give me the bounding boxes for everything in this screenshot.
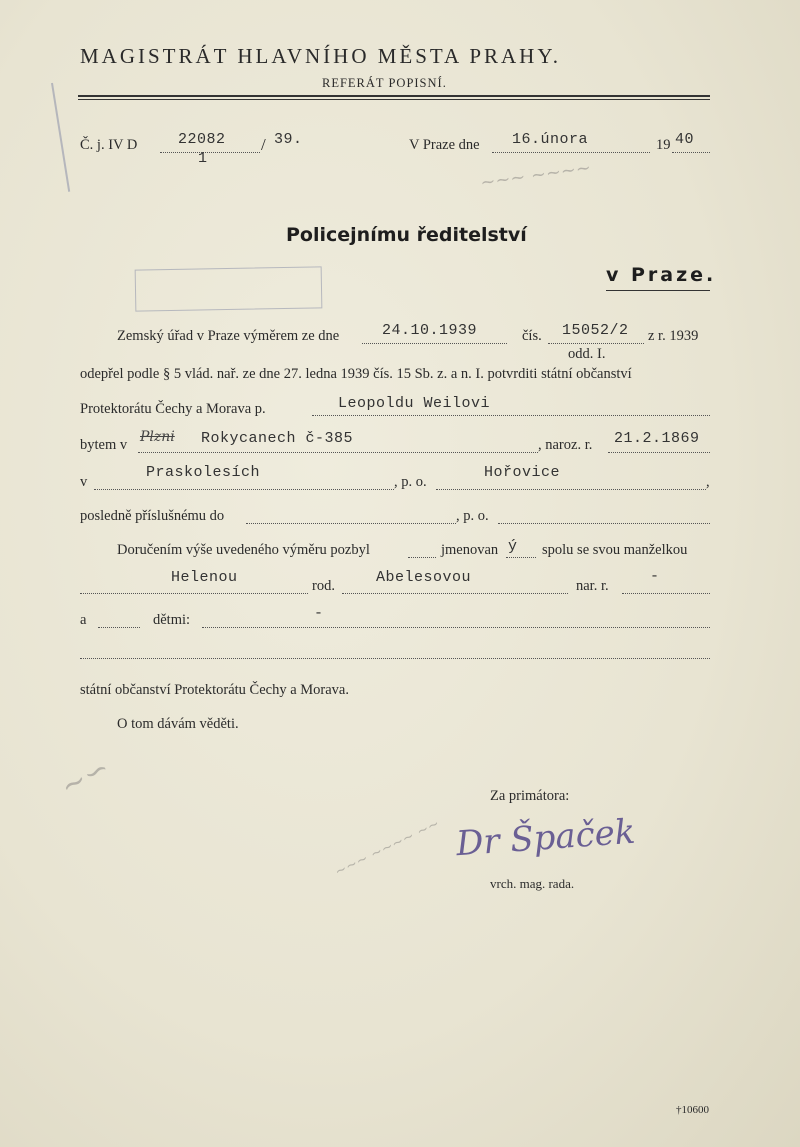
blank-line [80,658,710,659]
line1-text-b: čís. [522,328,542,344]
line9-text-b: dětmi: [153,612,191,628]
pencil-annotation-middle: ~~~ ~~~~ ~~ [332,815,443,881]
wife-birth: - [650,568,660,585]
line7-text-a: Doručením výše uvedeného výměru pozbyl [117,542,370,558]
year-prefix: 19 [656,137,671,153]
addressee-line2: v Praze. [606,264,717,286]
line5-place-line [94,489,394,490]
reference-sub-number: 1 [198,150,208,167]
gender-suffix: ý [508,538,518,555]
line5-text-a: v [80,474,88,490]
line4-text-a: bytem v [80,437,128,453]
line5-comma: , [706,474,710,490]
line11-text: O tom dávám věděti. [117,716,239,732]
line7-text-b: jmenovan [441,542,499,558]
line1-number-line [548,343,644,344]
line4-address-line [138,452,538,453]
reference-slash: / [261,135,266,154]
line6-line-a [246,523,456,524]
header-title: MAGISTRÁT HLAVNÍHO MĚSTA PRAHY. [80,44,562,68]
line5-po-line [436,489,706,490]
signature: Dr Špaček [454,811,637,865]
signature-for: Za primátora: [490,788,570,804]
residence-address: Rokycanech č-385 [201,430,354,447]
birth-year: 21.2.1869 [614,430,700,447]
header-subtitle: REFERÁT POPISNÍ. [322,76,447,90]
line9-children-line [202,627,710,628]
line4-text-b: , naroz. r. [538,437,593,453]
line4-birth-line [608,452,710,453]
year-line [672,152,710,153]
struck-city: Plzni [140,429,175,445]
line3-text: Protektorátu Čechy a Morava p. [80,401,266,417]
decree-number: 15052/2 [562,322,629,339]
pencil-annotation-left: ~∽ [54,750,116,805]
year-suffix: 40 [675,131,695,148]
received-stamp-middle [135,266,323,311]
line6-text-a: posledně příslušnému do [80,508,225,524]
line1-text-a: Zemský úřad v Praze výměrem ze dne [117,328,340,344]
reference-number-line [160,152,260,153]
line2-text: odepřel podle § 5 vlád. nař. ze dne 27. ledna 1939 čís. 15 Sb. z. a n. I. potvrditi státní občanství [80,366,632,382]
line10-text: státní občanství Protektorátu Čechy a Morava. [80,682,349,698]
pencil-annotation-top: ~~~ ~~~~ [479,157,593,194]
date-line [492,152,650,153]
line7-line-b [506,557,536,558]
letter-date: 16.února [512,131,589,148]
signature-title: vrch. mag. rada. [490,876,575,891]
line8-maiden-line [342,593,568,594]
children: - [314,605,324,622]
footer-code: †10600 [676,1104,709,1116]
header-rule-thick [78,95,710,97]
line6-line-b [498,523,710,524]
line7-line-a [408,557,436,558]
line8-born: nar. r. [576,578,609,594]
line6-text-b: , p. o. [456,508,489,524]
line7-text-c: spolu se svou manželkou [542,542,688,558]
reference-label: Č. j. IV D [80,137,138,153]
line8-wife-line [80,593,308,594]
addressee-line1: Policejnímu ředitelství [286,224,527,246]
person-name: Leopoldu Weilovi [338,395,491,412]
reference-number: 22082 [178,131,226,148]
header-rule-thin [78,99,710,100]
line5-text-b: , p. o. [394,474,427,490]
place-label: V Praze dne [409,137,480,153]
decree-date: 24.10.1939 [382,322,478,339]
line9-text-a: a [80,612,87,628]
decree-department: odd. I. [568,346,606,362]
line3-name-line [312,415,710,416]
line1-text-c: z r. 1939 [648,328,699,344]
wife-maiden-name: Abelesovou [376,569,472,586]
post-office: Hořovice [484,464,561,481]
line8-rod: rod. [312,578,335,594]
reference-year: 39. [274,131,303,148]
line8-born-line [622,593,710,594]
wife-name: Helenou [171,569,238,586]
addressee-underline [606,290,710,291]
line1-date-line [362,343,507,344]
line9-line-a [98,627,140,628]
place: Praskolesích [146,464,261,481]
